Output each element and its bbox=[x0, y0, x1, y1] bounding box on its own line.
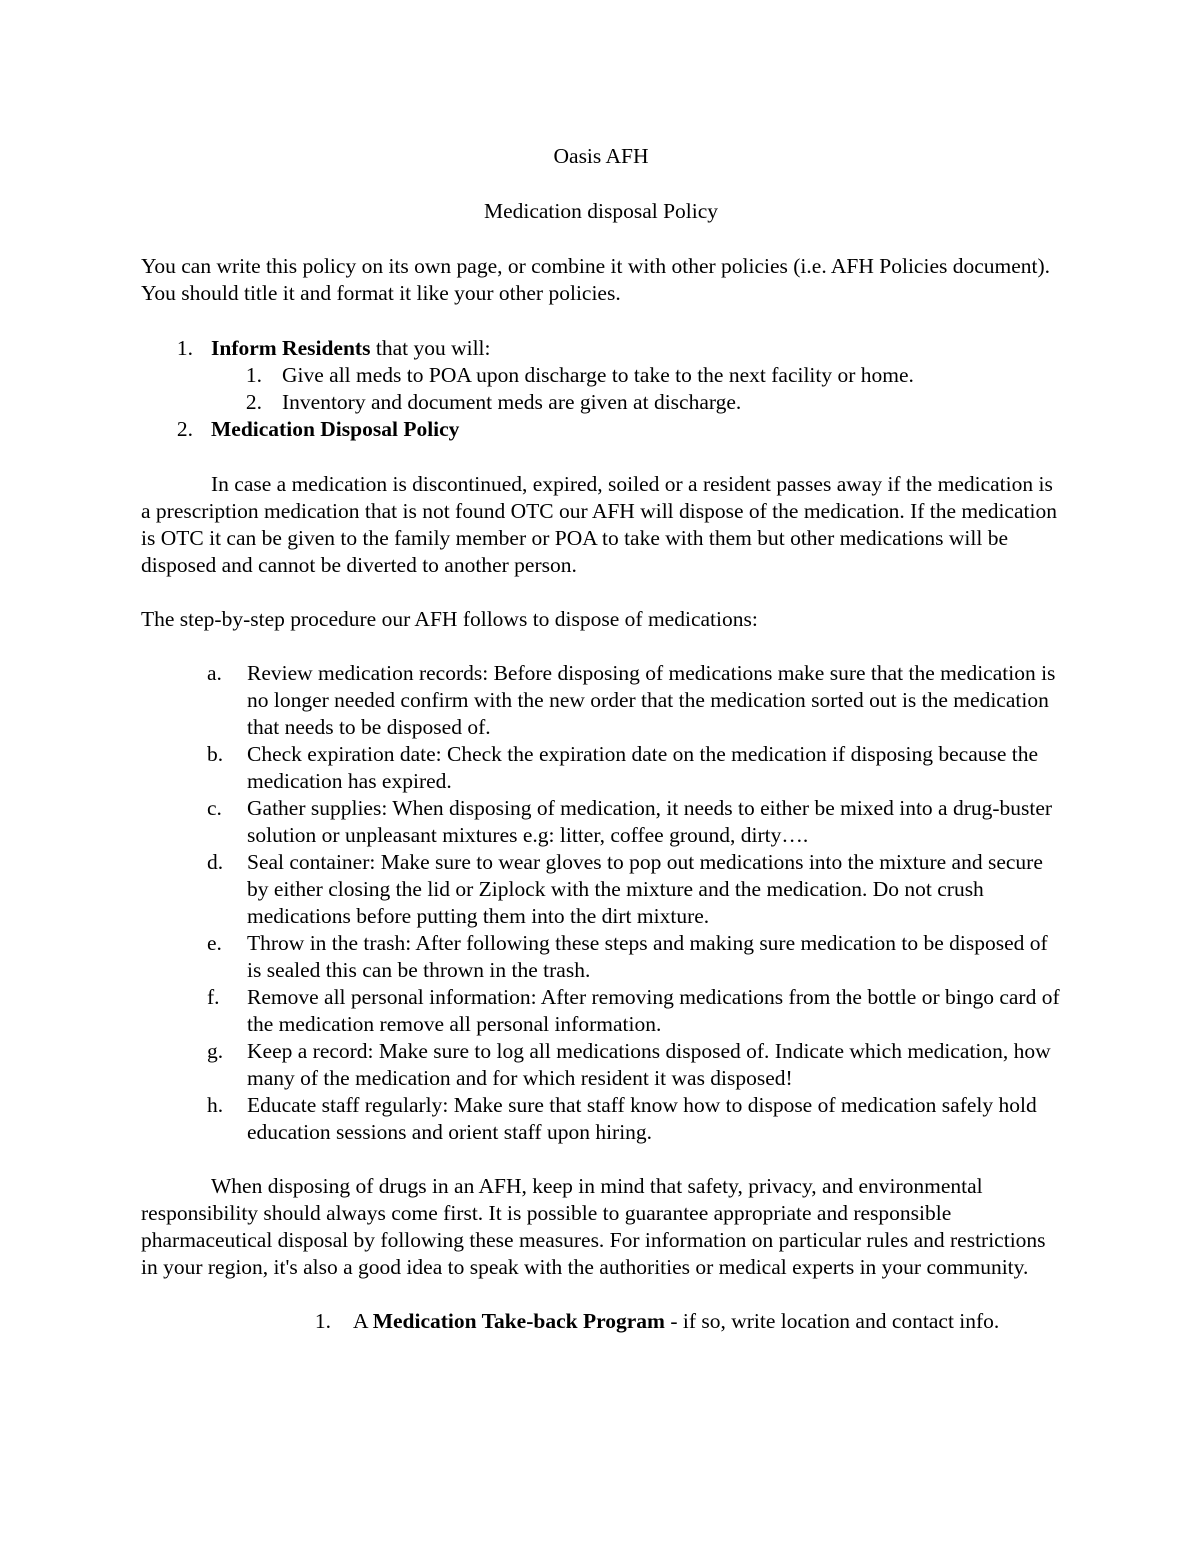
inform-residents-heading: Inform Residents bbox=[211, 336, 371, 360]
take-back-prefix: A bbox=[353, 1309, 373, 1333]
list-item-inform-residents bbox=[141, 335, 1061, 362]
step-item bbox=[141, 795, 1061, 849]
step-letter: a. bbox=[207, 661, 222, 685]
policy-title: Medication disposal Policy bbox=[483, 199, 719, 223]
step-letter: e. bbox=[207, 931, 222, 955]
org-name: Oasis AFH bbox=[553, 144, 649, 168]
closing-paragraph: When disposing of drugs in an AFH, keep in mind that safety, privacy, and environmental responsibility should always come first. It is possible to guarantee appropriate and responsible pharmaceutical disposal by following these measures. For information on particular rules and restrictions in your region, it's also a good idea to speak with the authorities or medical experts in your community. bbox=[141, 1174, 1046, 1279]
case-paragraph: In case a medication is discontinued, expired, soiled or a resident passes away if the medication is a prescription medication that is not found OTC our AFH will dispose of the medication. If the medication is OTC it can be given to the family member or POA to take with them but other medications will be disposed and cannot be diverted to another person. bbox=[141, 472, 1057, 577]
sub-list-text: Inventory and document meds are given at discharge. bbox=[282, 390, 742, 414]
step-letter: g. bbox=[207, 1039, 224, 1063]
step-letter: f. bbox=[207, 985, 220, 1009]
step-text: Remove all personal information: After removing medications from the bottle or bingo card of the medication remove all personal information. bbox=[247, 985, 1060, 1036]
steps-intro: The step-by-step procedure our AFH follows to dispose of medications: bbox=[141, 607, 758, 631]
step-text: Review medication records: Before disposing of medications make sure that the medication is no longer needed confirm with the new order that the medication sorted out is the medication that needs to be disposed of. bbox=[247, 661, 1056, 739]
step-text: Keep a record: Make sure to log all medications disposed of. Indicate which medication, how many of the medication and for which resident it was disposed! bbox=[247, 1039, 1051, 1090]
take-back-heading: Medication Take-back Program bbox=[372, 1309, 665, 1333]
sub-list-item bbox=[141, 362, 1061, 389]
main-list bbox=[141, 335, 1061, 443]
step-letter: c. bbox=[207, 796, 222, 820]
step-letter: d. bbox=[207, 850, 224, 874]
step-item bbox=[141, 930, 1061, 984]
step-text: Educate staff regularly: Make sure that staff know how to dispose of medication safely hold education sessions and orient staff upon hiring. bbox=[247, 1093, 1037, 1144]
sub-list-text: Give all meds to POA upon discharge to take to the next facility or home. bbox=[282, 363, 914, 387]
step-text: Gather supplies: When disposing of medication, it needs to either be mixed into a drug-buster solution or unpleasant mixtures e.g: litter, coffee ground, dirty…. bbox=[247, 796, 1053, 847]
take-back-list bbox=[141, 1308, 1061, 1335]
step-item bbox=[141, 984, 1061, 1038]
list-number: 1. bbox=[176, 336, 193, 360]
step-letter: b. bbox=[207, 742, 224, 766]
step-text: Throw in the trash: After following these steps and making sure medication to be disposed of is sealed this can be thrown in the trash. bbox=[247, 931, 1048, 982]
sub-list-number: 2. bbox=[245, 390, 262, 414]
take-back-item bbox=[141, 1308, 1033, 1335]
step-item bbox=[141, 849, 1061, 930]
step-item bbox=[141, 660, 1061, 741]
disposal-policy-heading: Medication Disposal Policy bbox=[211, 417, 460, 441]
intro-paragraph: You can write this policy on its own page, or combine it with other policies (i.e. AFH Policies document). You should title it and format it like your other policies. bbox=[141, 254, 1051, 305]
step-item bbox=[141, 1038, 1061, 1092]
sub-list-number: 1. bbox=[245, 363, 262, 387]
list-item-disposal-policy bbox=[141, 416, 1061, 443]
sub-list bbox=[141, 362, 1061, 416]
step-text: Seal container: Make sure to wear gloves to pop out medications into the mixture and secure by either closing the lid or Ziplock with the mixture and the medication. Do not crush medications before putting them into the dirt mixture. bbox=[247, 850, 1043, 928]
step-item bbox=[141, 741, 1061, 795]
step-letter: h. bbox=[207, 1093, 224, 1117]
sub-list-item bbox=[141, 389, 1061, 416]
steps-list bbox=[141, 660, 1061, 1146]
list-number: 2. bbox=[176, 417, 193, 441]
take-back-number: 1. bbox=[314, 1309, 331, 1333]
document-page bbox=[141, 143, 1061, 1335]
inform-residents-text: that you will: bbox=[370, 336, 491, 360]
take-back-text: - if so, write location and contact info. bbox=[664, 1309, 1000, 1333]
step-text: Check expiration date: Check the expiration date on the medication if disposing because the medication has expired. bbox=[247, 742, 1039, 793]
step-item bbox=[141, 1092, 1061, 1146]
